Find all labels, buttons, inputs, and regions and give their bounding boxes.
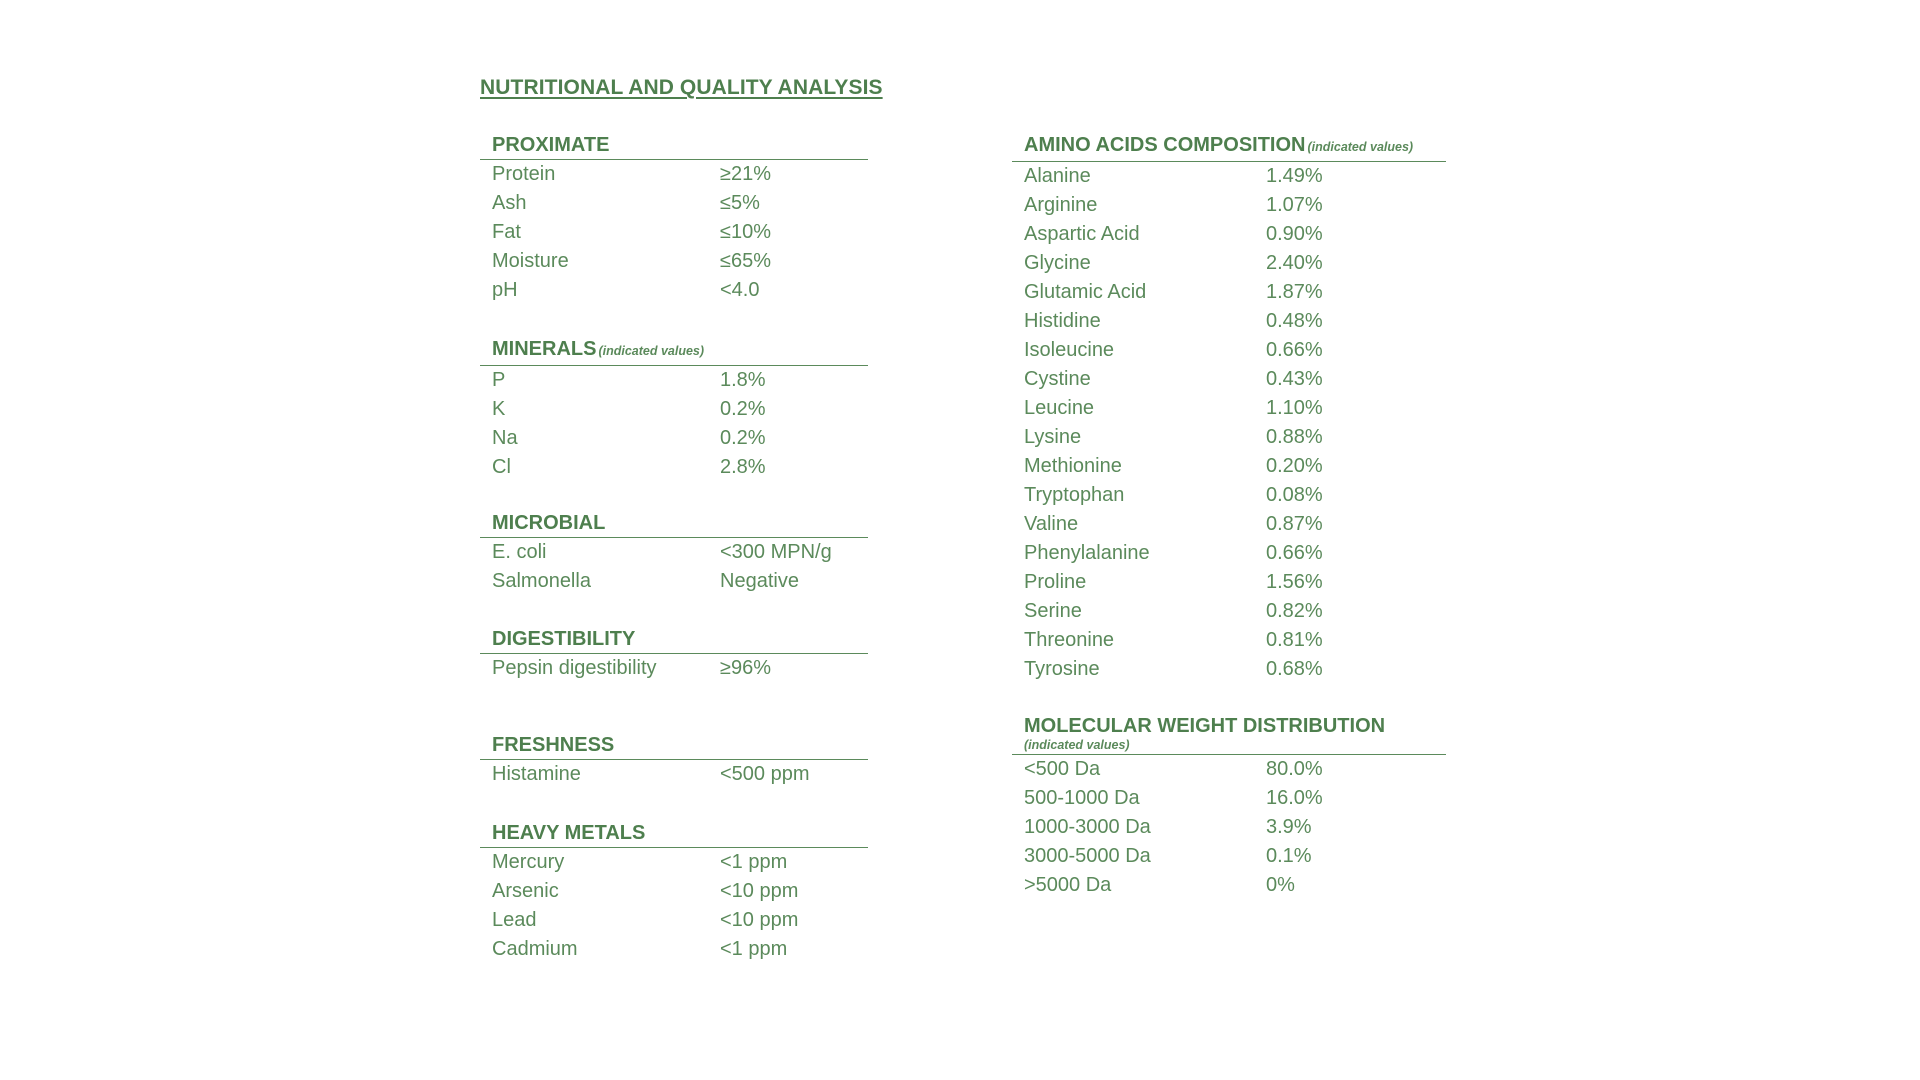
table-row xyxy=(1012,249,1446,278)
row-label: 3000-5000 Da xyxy=(1024,845,1151,867)
row-value: <500 ppm xyxy=(720,763,810,785)
row-value: 1.8% xyxy=(720,369,766,391)
table-row xyxy=(1012,842,1446,871)
row-label: Histidine xyxy=(1024,310,1101,332)
row-value: <1 ppm xyxy=(720,851,788,873)
row-value: 0.88% xyxy=(1266,426,1323,448)
table-row xyxy=(1012,755,1446,784)
table-row xyxy=(1012,655,1446,684)
row-value: 2.40% xyxy=(1266,252,1323,274)
row-value: 80.0% xyxy=(1266,758,1323,780)
table-row xyxy=(1012,539,1446,568)
row-label: <500 Da xyxy=(1024,758,1101,780)
row-label: 1000-3000 Da xyxy=(1024,816,1151,838)
table-row xyxy=(480,189,868,218)
heavy-metals-heading-text: HEAVY METALS xyxy=(492,822,646,844)
row-label: E. coli xyxy=(492,541,547,563)
table-row xyxy=(1012,423,1446,452)
table-row xyxy=(480,366,868,395)
table-row xyxy=(1012,568,1446,597)
minerals-heading-note: (indicated values) xyxy=(598,344,705,358)
row-value: 1.56% xyxy=(1266,571,1323,593)
table-row xyxy=(1012,481,1446,510)
row-value: 0.87% xyxy=(1266,513,1323,535)
row-label: Alanine xyxy=(1024,165,1091,187)
table-row xyxy=(480,760,868,789)
table-row xyxy=(480,906,868,935)
row-value: 0% xyxy=(1266,874,1295,896)
row-label: Valine xyxy=(1024,513,1079,535)
row-label: Methionine xyxy=(1024,455,1122,477)
row-value: 0.08% xyxy=(1266,484,1323,506)
table-row xyxy=(480,395,868,424)
row-label: >5000 Da xyxy=(1024,874,1112,896)
row-value: 3.9% xyxy=(1266,816,1312,838)
row-value: 0.82% xyxy=(1266,600,1323,622)
proximate-heading xyxy=(480,132,868,160)
row-value: ≤5% xyxy=(720,192,760,214)
minerals-section xyxy=(480,336,868,482)
row-value: 16.0% xyxy=(1266,787,1323,809)
row-label: Phenylalanine xyxy=(1024,542,1150,564)
row-label: Glycine xyxy=(1024,252,1091,274)
row-label: Arginine xyxy=(1024,194,1098,216)
row-value: <300 MPN/g xyxy=(720,541,832,563)
row-value: 0.20% xyxy=(1266,455,1323,477)
row-label: Arsenic xyxy=(492,880,559,902)
row-label: Cystine xyxy=(1024,368,1091,390)
row-value: 0.2% xyxy=(720,427,766,449)
row-label: 500-1000 Da xyxy=(1024,787,1140,809)
row-label: Moisture xyxy=(492,250,569,272)
microbial-heading-text: MICROBIAL xyxy=(492,512,606,534)
table-row xyxy=(480,567,868,596)
heavy-metals-heading xyxy=(480,820,868,848)
row-value: ≥21% xyxy=(720,163,772,185)
amino-acids-heading-text: AMINO ACIDS COMPOSITION xyxy=(1024,134,1306,156)
row-label: Salmonella xyxy=(492,570,591,592)
row-label: Ash xyxy=(492,192,527,214)
microbial-heading xyxy=(480,510,868,538)
row-value: Negative xyxy=(720,570,799,592)
row-value: ≥96% xyxy=(720,657,772,679)
heavy-metals-section xyxy=(480,820,868,964)
table-row xyxy=(480,848,868,877)
table-row xyxy=(480,276,868,305)
minerals-heading xyxy=(480,336,868,366)
row-value: <1 ppm xyxy=(720,938,788,960)
row-value: <10 ppm xyxy=(720,909,799,931)
document-title: NUTRITIONAL AND QUALITY ANALYSIS xyxy=(480,76,883,99)
microbial-section xyxy=(480,510,868,596)
row-value: 0.1% xyxy=(1266,845,1312,867)
row-value: 0.48% xyxy=(1266,310,1323,332)
molecular-weight-heading xyxy=(1012,714,1446,755)
table-row xyxy=(1012,510,1446,539)
table-row xyxy=(480,935,868,964)
row-value: 1.10% xyxy=(1266,397,1323,419)
table-row xyxy=(480,538,868,567)
row-label: Glutamic Acid xyxy=(1024,281,1147,303)
row-label: K xyxy=(492,398,506,420)
digestibility-heading xyxy=(480,626,868,654)
amino-acids-heading xyxy=(1012,132,1446,162)
molecular-weight-heading-note: (indicated values) xyxy=(1024,738,1130,752)
row-value: <10 ppm xyxy=(720,880,799,902)
table-row xyxy=(1012,307,1446,336)
row-value: ≤65% xyxy=(720,250,772,272)
row-value: 1.87% xyxy=(1266,281,1323,303)
table-row xyxy=(1012,871,1446,900)
digestibility-heading-text: DIGESTIBILITY xyxy=(492,628,636,650)
row-label: Protein xyxy=(492,163,556,185)
table-row xyxy=(1012,336,1446,365)
row-label: Proline xyxy=(1024,571,1087,593)
row-label: Lead xyxy=(492,909,537,931)
row-label: Na xyxy=(492,427,518,449)
row-label: Threonine xyxy=(1024,629,1115,651)
row-label: Cl xyxy=(492,456,511,478)
row-label: Lysine xyxy=(1024,426,1082,448)
table-row xyxy=(1012,278,1446,307)
row-label: P xyxy=(492,369,506,391)
amino-acids-section xyxy=(1012,132,1446,684)
table-row xyxy=(1012,597,1446,626)
table-row xyxy=(480,877,868,906)
row-label: Isoleucine xyxy=(1024,339,1115,361)
row-value: 0.2% xyxy=(720,398,766,420)
row-label: Fat xyxy=(492,221,521,243)
table-row xyxy=(1012,365,1446,394)
minerals-heading-text: MINERALS xyxy=(492,338,597,360)
table-row xyxy=(1012,220,1446,249)
row-label: Mercury xyxy=(492,851,565,873)
row-label: Aspartic Acid xyxy=(1024,223,1140,245)
amino-acids-heading-note: (indicated values) xyxy=(1307,140,1414,154)
molecular-weight-section xyxy=(1012,714,1446,900)
table-row xyxy=(480,424,868,453)
row-label: Cadmium xyxy=(492,938,578,960)
table-row xyxy=(1012,162,1446,191)
freshness-heading xyxy=(480,732,868,760)
molecular-weight-heading-text: MOLECULAR WEIGHT DISTRIBUTION xyxy=(1024,715,1386,737)
table-row xyxy=(480,654,868,683)
row-value: 1.07% xyxy=(1266,194,1323,216)
table-row xyxy=(1012,813,1446,842)
row-label: Serine xyxy=(1024,600,1082,622)
table-row xyxy=(480,160,868,189)
row-value: <4.0 xyxy=(720,279,760,301)
table-row xyxy=(1012,394,1446,423)
table-row xyxy=(480,453,868,482)
row-label: Leucine xyxy=(1024,397,1095,419)
row-value: 0.90% xyxy=(1266,223,1323,245)
row-value: 0.66% xyxy=(1266,542,1323,564)
row-value: 0.66% xyxy=(1266,339,1323,361)
row-value: 1.49% xyxy=(1266,165,1323,187)
digestibility-section xyxy=(480,626,868,683)
proximate-heading-text: PROXIMATE xyxy=(492,134,610,156)
row-value: 2.8% xyxy=(720,456,766,478)
freshness-section xyxy=(480,732,868,789)
table-row xyxy=(480,218,868,247)
row-value: 0.68% xyxy=(1266,658,1323,680)
table-row xyxy=(480,247,868,276)
row-label: Tryptophan xyxy=(1024,484,1125,506)
table-row xyxy=(1012,191,1446,220)
row-label: Tyrosine xyxy=(1024,658,1100,680)
table-row xyxy=(1012,626,1446,655)
table-row xyxy=(1012,452,1446,481)
freshness-heading-text: FRESHNESS xyxy=(492,734,615,756)
table-row xyxy=(1012,784,1446,813)
row-label: Histamine xyxy=(492,763,581,785)
proximate-section xyxy=(480,132,868,305)
row-label: pH xyxy=(492,279,518,301)
row-value: 0.43% xyxy=(1266,368,1323,390)
row-value: 0.81% xyxy=(1266,629,1323,651)
row-label: Pepsin digestibility xyxy=(492,657,657,679)
row-value: ≤10% xyxy=(720,221,772,243)
